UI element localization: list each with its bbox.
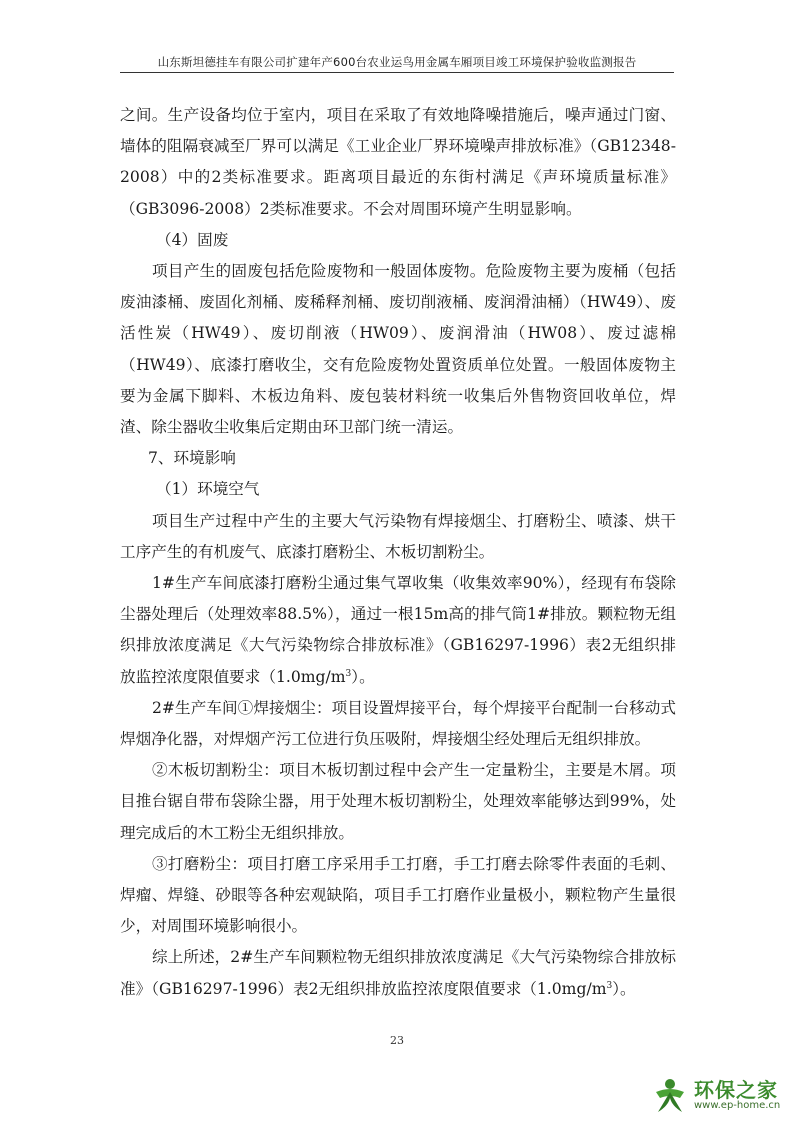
subheading-solid-waste: （4）固废 [156,230,229,249]
workshop-1-text-end: ）。 [351,667,375,686]
workshop-1-text: 1#生产车间底漆打磨粉尘通过集气罩收集（收集效率90%），经现有布袋除尘器处理后（处理效率88.5%），通过一根15m高的排气筒1#排放。颗粒物无组织排放浓度满足《大气污染物综合排放标准》（GB16297-1996）表2无组织排放监控浓度限值要求（1.0mg/m [120,574,676,686]
leaf-person-icon [650,1076,690,1116]
page-number: 23 [390,1034,404,1047]
report-body [120,100,676,1005]
paragraph-grinding: ③打磨粉尘：项目打磨工序采用手工打磨，手工打磨去除零件表面的毛刺、焊瘤、焊缝、砂眼等各种宏观缺陷，项目手工打磨作业量极小，颗粒物产生量很少，对周围环境影响很小。 [120,854,676,936]
report-header: 山东斯坦德挂车有限公司扩建年产600台农业运鸟用金属车厢项目竣工环境保护验收监测报告 [157,55,637,69]
paragraph-workshop-2-welding: 2#生产车间①焊接烟尘：项目设置焊接平台，每个焊接平台配制一台移动式焊烟净化器，对焊烟产污工位进行负压吸附，焊接烟尘经处理后无组织排放。 [120,698,676,749]
paragraph-summary [120,942,676,1004]
unit-superscript: 3 [606,980,613,991]
summary-text-end: ）。 [612,979,636,998]
watermark-name: 环保之家 [694,1078,778,1102]
subheading-air: （1）环境空气 [156,480,260,499]
paragraph-workshop-1 [120,568,676,693]
paragraph-air-pollutants: 项目生产过程中产生的主要大气污染物有焊接烟尘、打磨粉尘、喷漆、烘干工序产生的有机废气、底漆打磨粉尘、木板切割粉尘。 [120,511,676,561]
paragraph-noise-continued: 之间。生产设备均位于室内，项目在采取了有效地降噪措施后，噪声通过门窗、墙体的阻隔衰减至厂界可以满足《工业企业厂界环境噪声排放标准》（GB12348-2008）中的2类标准要求。距离项目最近的东街村满足《声环境质量标准》（GB3096-2008）2类标准要求。不会对周围环境产生明显影响。 [120,106,676,218]
site-watermark [650,1072,794,1120]
header-divider [120,72,674,73]
paragraph-solid-waste: 项目产生的固废包括危险废物和一般固体废物。危险废物主要为废桶（包括废油漆桶、废固化剂桶、废稀释剂桶、废切削液桶、废润滑油桶）（HW49）、废活性炭（HW49）、废切削液（HW09）、废润滑油（HW08）、废过滤棉（HW49）、底漆打磨收尘，交有危险废物处置资质单位处置。一般固体废物主要为金属下脚料、木板边角料、废包装材料统一收集后外售物资回收单位，焊渣、除尘器收尘收集后定期由环卫部门统一清运。 [120,262,676,437]
summary-text: 综上所述，2#生产车间颗粒物无组织排放浓度满足《大气污染物综合排放标准》（GB16297-1996）表2无组织排放监控浓度限值要求（1.0mg/m [120,948,676,998]
watermark-url: www.ep-home.cn [694,1100,781,1111]
unit-superscript: 3 [345,668,352,679]
section-heading-impact: 7、环境影响 [148,449,236,468]
paragraph-wood-cutting: ②木板切割粉尘：项目木板切割过程中会产生一定量粉尘，主要是木屑。项目推台锯自带布袋除尘器，用于处理木板切割粉尘，处理效率能够达到99%，处理完成后的木工粉尘无组织排放。 [120,761,676,842]
